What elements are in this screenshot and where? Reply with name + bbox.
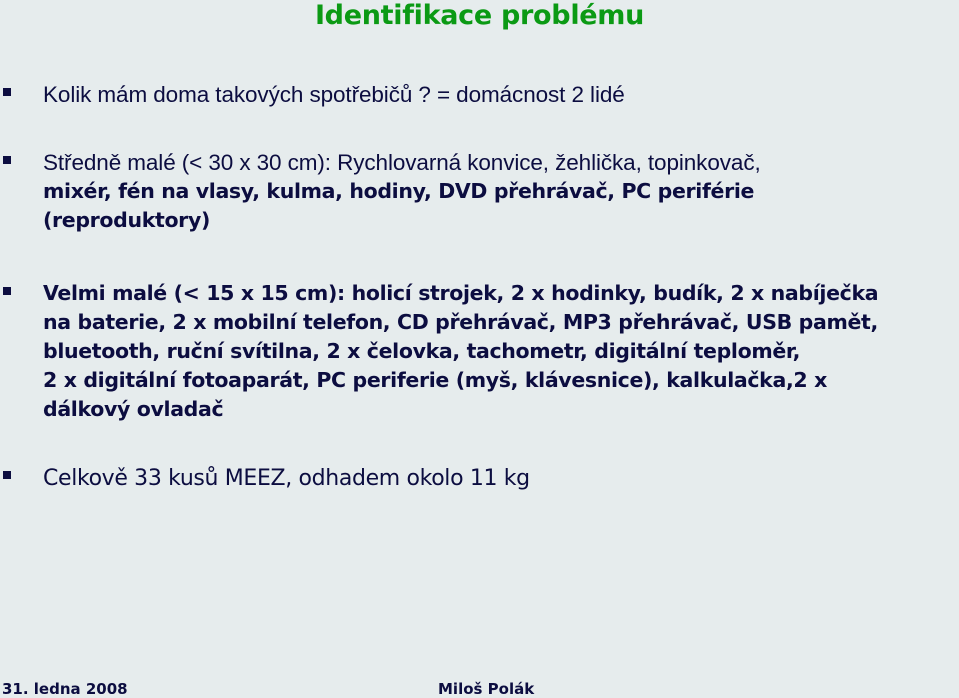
bullet-line: dálkový ovladač: [43, 397, 224, 421]
bullet-text: [43, 279, 957, 424]
bullet-text-continued: [43, 177, 957, 235]
bullet-line: (reproduktory): [43, 208, 210, 232]
bullet-line: Velmi malé (< 15 x 15 cm): holicí strojek, 2 x hodinky, budík, 2 x nabíječka: [43, 281, 879, 305]
footer-date: 31. ledna 2008: [2, 680, 128, 698]
bullet-line: bluetooth, ruční svítilna, 2 x čelovka, tachometr, digitální teploměr,: [43, 339, 801, 363]
bullet-text: [43, 80, 957, 109]
bullet-line: Kolik mám doma takových spotřebičů ? = domácnost 2 lidé: [43, 82, 625, 107]
footer-author: Miloš Polák: [438, 680, 535, 698]
bullet-line: Středně malé (< 30 x 30 cm): Rychlovarná konvice, žehlička, topinkovač,: [43, 150, 761, 175]
square-bullet-icon: [3, 471, 11, 479]
bullet-text: [43, 148, 957, 177]
square-bullet-icon: [3, 88, 11, 96]
bullet-text: [43, 464, 957, 493]
bullet-line: mixér, fén na vlasy, kulma, hodiny, DVD přehrávač, PC periférie: [43, 179, 755, 203]
bullet-line: na baterie, 2 x mobilní telefon, CD přehrávač, MP3 přehrávač, USB pamět,: [43, 310, 878, 334]
bullet-line: 2 x digitální fotoaparát, PC periferie (myš, klávesnice), kalkulačka,2 x: [43, 368, 827, 392]
bullet-line: Celkově 33 kusů MEEZ, odhadem okolo 11 kg: [43, 466, 530, 491]
slide-title: Identifikace problému: [314, 0, 645, 31]
square-bullet-icon: [3, 156, 11, 164]
square-bullet-icon: [3, 287, 11, 295]
